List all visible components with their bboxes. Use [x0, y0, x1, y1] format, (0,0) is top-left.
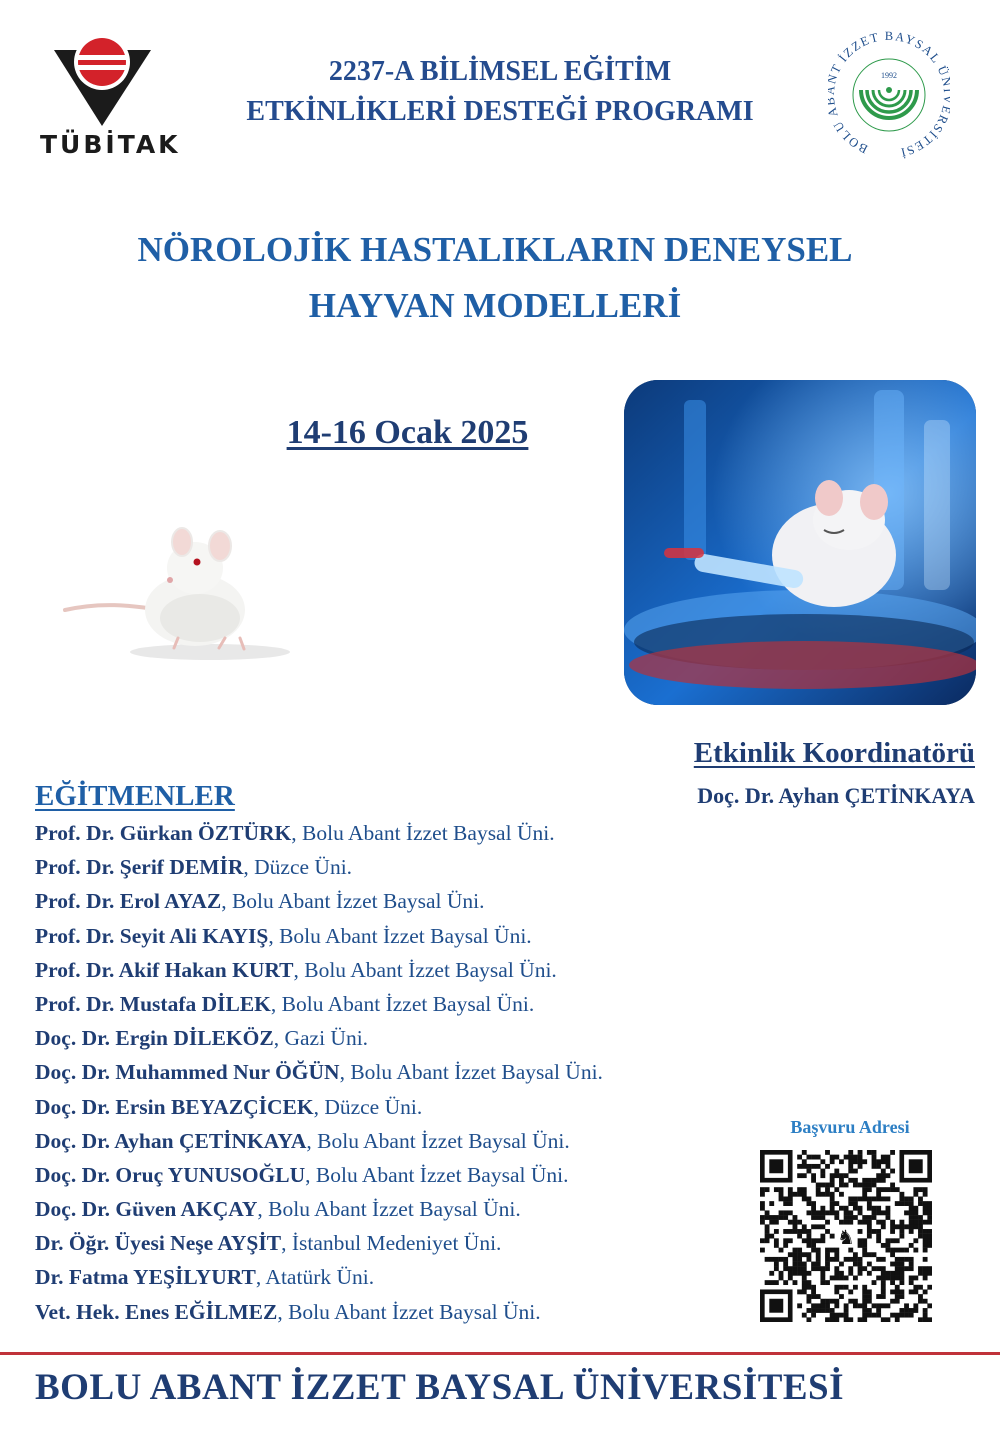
lab-mouse-photo [624, 380, 976, 705]
footer-title: BOLU ABANT İZZET BAYSAL ÜNİVERSİTESİ [35, 1367, 845, 1408]
trainer-name: Doç. Dr. Güven AKÇAY [35, 1197, 258, 1222]
trainer-name: Prof. Dr. Akif Hakan KURT [35, 957, 294, 982]
trainer-name: Prof. Dr. Şerif DEMİR [35, 855, 244, 880]
trainer-affiliation: , Bolu Abant İzzet Baysal Üni. [291, 821, 555, 845]
trainer-name: Prof. Dr. Erol AYAZ [35, 889, 222, 914]
trainer-affiliation: , Bolu Abant İzzet Baysal Üni. [221, 889, 485, 914]
trainer-item [35, 919, 735, 953]
tubitak-logo-text: TÜBİTAK [40, 130, 181, 159]
seal-year: 1992 [881, 71, 897, 80]
trainer-item [35, 1260, 735, 1294]
university-seal-icon [828, 28, 950, 160]
trainer-affiliation: , Bolu Abant İzzet Baysal Üni. [339, 1060, 603, 1085]
white-rat-image [60, 510, 300, 670]
trainer-list [35, 816, 735, 1329]
trainer-item [35, 1124, 735, 1158]
trainer-item [35, 884, 735, 918]
event-title [60, 222, 930, 334]
trainer-item [35, 1226, 735, 1260]
trainer-name: Dr. Öğr. Üyesi Neşe AYŞİT [35, 1231, 282, 1256]
university-seal [828, 28, 950, 160]
trainer-name: Prof. Dr. Mustafa DİLEK [35, 991, 271, 1016]
trainers-heading: EĞİTMENLER [35, 780, 235, 812]
trainer-name: Doç. Dr. Ersin BEYAZÇİCEK [35, 1094, 314, 1119]
trainer-name: Doç. Dr. Oruç YUNUSOĞLU [35, 1162, 306, 1187]
trainer-item [35, 1021, 735, 1055]
lab-mouse-icon [624, 380, 976, 705]
application-label: Başvuru Adresi [790, 1117, 910, 1137]
trainer-name: Prof. Dr. Gürkan ÖZTÜRK [35, 821, 292, 845]
program-title-line2: ETKİNLİKLERİ DESTEĞİ PROGRAMI [246, 96, 754, 127]
trainer-name: Doç. Dr. Ergin DİLEKÖZ [35, 1026, 274, 1051]
seal-ring-text: BOLU T İZZET BAYSAL Ü RSİTESİ [828, 28, 950, 160]
trainer-affiliation: , Bolu Abant İzzet Baysal Üni. [270, 991, 535, 1016]
qr-code-icon[interactable] [760, 1150, 932, 1322]
rat-icon [60, 510, 300, 670]
trainer-name: Prof. Dr. Seyit Ali KAYIŞ [35, 923, 269, 948]
trainer-name: Vet. Hek. Enes EĞİLMEZ [35, 1299, 278, 1324]
trainer-item [35, 953, 735, 987]
trainer-item [35, 816, 735, 850]
coordinator-name: Doç. Dr. Ayhan ÇETİNKAYA [697, 783, 975, 808]
trainer-item [35, 1295, 735, 1329]
trainer-affiliation: , Düzce Üni. [243, 855, 353, 880]
trainer-name: Doç. Dr. Ayhan ÇETİNKAYA [35, 1128, 307, 1153]
trainer-affiliation: , Bolu Abant İzzet Baysal Üni. [277, 1299, 541, 1324]
coordinator-heading: Etkinlik Koordinatörü [693, 737, 975, 769]
program-title-line1: 2237-A BİLİMSEL EĞİTİM [328, 56, 672, 87]
trainer-item [35, 1055, 735, 1089]
event-title-line1: NÖROLOJİK HASTALIKLARIN DENEYSEL [137, 230, 853, 269]
trainer-affiliation: , Bolu Abant İzzet Baysal Üni. [257, 1197, 521, 1222]
trainer-item [35, 1192, 735, 1226]
trainer-affiliation: , Bolu Abant İzzet Baysal Üni. [306, 1128, 570, 1153]
trainer-affiliation: , Bolu Abant İzzet Baysal Üni. [293, 957, 557, 982]
event-date: 14-16 Ocak 2025 [286, 414, 529, 451]
trainer-affiliation: , Gazi Üni. [273, 1026, 369, 1051]
trainer-affiliation: , Bolu Abant İzzet Baysal Üni. [268, 923, 532, 948]
tubitak-logo [40, 22, 181, 162]
program-title [200, 52, 800, 132]
application-qr-code[interactable] [760, 1150, 932, 1322]
trainer-item [35, 987, 735, 1021]
trainer-affiliation: , Düzce Üni. [313, 1094, 423, 1119]
trainer-item [35, 850, 735, 884]
trainer-affiliation: , İstanbul Medeniyet Üni. [281, 1231, 502, 1256]
trainer-name: Doç. Dr. Muhammed Nur ÖĞÜN [35, 1060, 340, 1085]
trainer-item [35, 1158, 735, 1192]
trainer-affiliation: , Bolu Abant İzzet Baysal Üni. [305, 1162, 569, 1187]
svg-text:♞: ♞ [837, 1225, 855, 1249]
trainer-name: Dr. Fatma YEŞİLYURT [35, 1265, 256, 1290]
event-title-line2: HAYVAN MODELLERİ [308, 286, 682, 325]
footer-divider [0, 1352, 1000, 1355]
trainer-item [35, 1090, 735, 1124]
tubitak-emblem-icon [40, 22, 165, 130]
trainer-affiliation: , Atatürk Üni. [255, 1265, 375, 1290]
